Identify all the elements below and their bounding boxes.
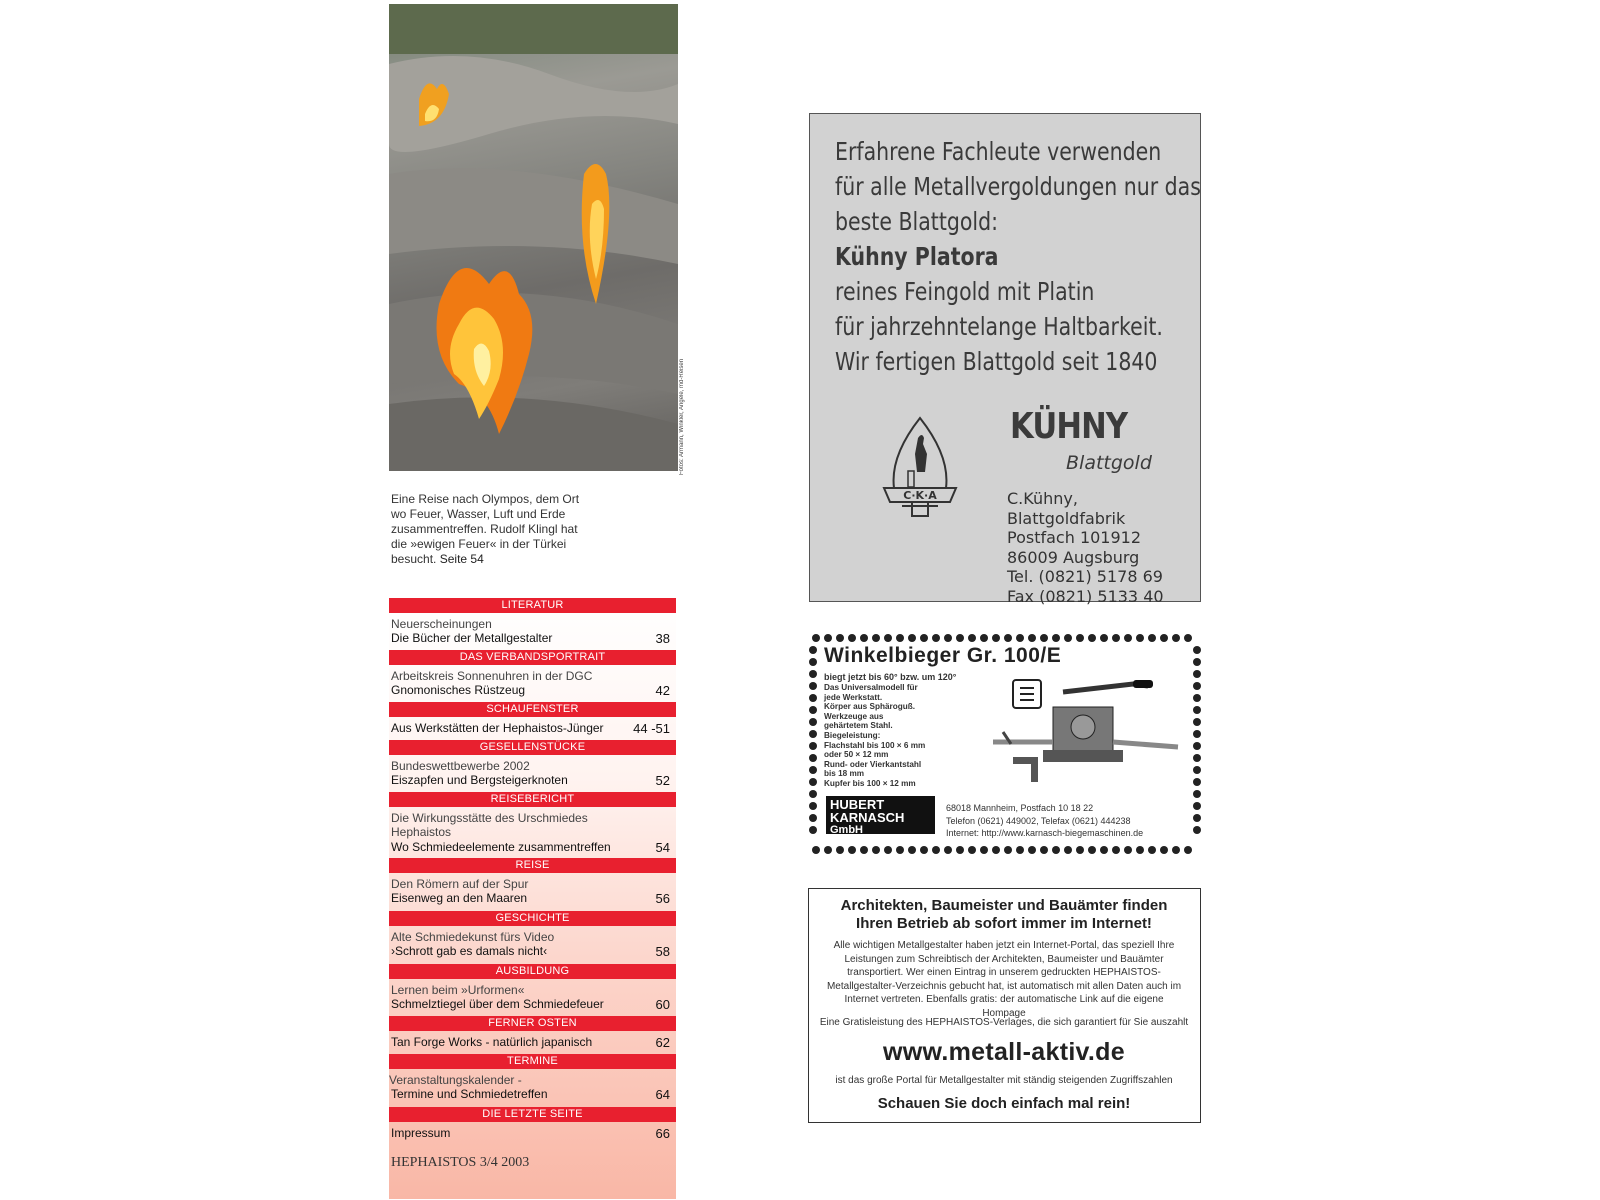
toc-section-header: GESELLENSTÜCKE: [389, 740, 676, 755]
toc-article[interactable]: Eisenweg an den Maaren: [391, 891, 528, 905]
desc-line: Körper aus Sphäroguß.: [824, 702, 915, 712]
toc-section-header: GESCHICHTE: [389, 911, 676, 926]
kuehny-headline: [835, 134, 1201, 379]
flames-photo: [389, 4, 678, 471]
portal-cta: Schauen Sie doch einfach mal rein!: [877, 1095, 1131, 1112]
table-of-contents: [389, 598, 676, 1199]
toc-section-header: LITERATUR: [389, 598, 676, 613]
toc-article[interactable]: Gnomonisches Rüstzeug: [391, 683, 526, 697]
desc-line: gehärtetem Stahl.: [824, 721, 893, 731]
headline-line: Ihren Betrieb ab sofort immer im Internet!: [856, 915, 1152, 932]
toc-section-header: REISE: [389, 858, 676, 873]
logo-line: KARNASCH: [830, 809, 905, 825]
toc-page-number: 52: [655, 773, 670, 788]
toc-subtitle: Neuerscheinungen: [391, 617, 492, 631]
kuehny-ad: [809, 113, 1201, 606]
desc-line: Das Universalmodell für: [824, 683, 918, 692]
toc-article[interactable]: Termine und Schmiedetreffen: [391, 1087, 548, 1101]
portal-headline: [809, 897, 1199, 933]
desc-line: Kupfer bis 100 × 12 mm: [824, 778, 916, 788]
desc-line: Rund- oder Vierkantstahl: [824, 759, 922, 769]
headline-line: Kühny Platora: [835, 242, 999, 271]
toc-page-number: 62: [655, 1035, 670, 1050]
toc-section-header: DAS VERBANDSPORTRAIT: [389, 650, 676, 665]
fax-number: Fax (0821) 5133 40: [1007, 586, 1164, 606]
toc-article[interactable]: Wo Schmiedeelemente zusammentreffen: [391, 840, 611, 854]
toc-article[interactable]: Schmelztiegel über dem Schmiedefeuer: [391, 997, 604, 1011]
address-line: C.Kühny, Blattgoldfabrik: [1007, 489, 1126, 528]
toc-subtitle: Die Wirkungsstätte des Urschmiedes Hephaistos: [391, 811, 588, 839]
desc-line: oder 50 × 12 mm: [824, 750, 889, 760]
karnasch-contact: [946, 802, 1143, 840]
product-description: [824, 683, 984, 789]
toc-subtitle: Den Römern auf der Spur: [391, 877, 529, 891]
toc-section-header: AUSBILDUNG: [389, 964, 676, 979]
toc-page-number: 60: [655, 997, 670, 1012]
toc-article[interactable]: Die Bücher der Metallgestalter: [391, 631, 553, 645]
headline-line: beste Blattgold:: [835, 207, 999, 236]
headline-line: für alle Metallvergoldungen nur das: [835, 172, 1201, 201]
product-tagline: biegt jetzt bis 60° bzw. um 120°: [824, 672, 957, 682]
toc-page-number: 54: [655, 840, 670, 855]
headline-line: für jahrzehntelange Haltbarkeit.: [835, 312, 1163, 341]
portal-note: ist das große Portal für Metallgestalter mit ständig steigenden Zugriffszahlen: [835, 1075, 1173, 1086]
product-title: Winkelbieger Gr. 100/E: [824, 644, 1062, 667]
toc-article[interactable]: Eiszapfen und Bergsteigerknoten: [391, 773, 568, 787]
portal-free-note: Eine Gratisleistung des HEPHAISTOS-Verlages, die sich garantiert für Sie auszahlt: [819, 1017, 1189, 1028]
desc-line: Biegeleistung:: [824, 730, 881, 740]
karnasch-logo: [826, 796, 935, 834]
desc-line: Werkzeuge aus: [824, 711, 884, 721]
cka-logo-icon: [880, 416, 960, 531]
flames-on-rocks-photo: [389, 4, 678, 471]
toc-section-header: FERNER OSTEN: [389, 1016, 676, 1031]
kuehny-address: [1007, 489, 1200, 606]
headline-line: reines Feingold mit Platin: [835, 277, 1095, 306]
caption-text: Eine Reise nach Olympos, dem Ort wo Feuer, Wasser, Luft und Erde zusammentreffen. Rudolf Klingl hat die »ewigen Feuer« in der Türkei besucht.: [391, 492, 580, 566]
toc-section-header: DIE LETZTE SEITE: [389, 1107, 676, 1122]
toc-subtitle: Alte Schmiedekunst fürs Video: [391, 930, 555, 944]
toc-section-header: SCHAUFENSTER: [389, 702, 676, 717]
toc-article[interactable]: Tan Forge Works - natürlich japanisch: [391, 1035, 593, 1049]
toc-page-number: 38: [655, 631, 670, 646]
toc-section-header: REISEBERICHT: [389, 792, 676, 807]
headline-line: Architekten, Baumeister und Bauämter finden: [840, 897, 1168, 914]
svg-text:C·K·A: C·K·A: [903, 489, 937, 502]
phone-number: Tel. (0821) 5178 69: [1007, 567, 1163, 586]
logo-line: GmbH: [830, 824, 863, 836]
contact-line: Telefon (0621) 449002, Telefax (0621) 444238: [946, 815, 1131, 826]
toc-subtitle: Veranstaltungskalender -: [389, 1073, 522, 1087]
metall-aktiv-ad: [808, 888, 1201, 1123]
toc-subtitle: Arbeitskreis Sonnenuhren in der DGC: [391, 669, 593, 683]
headline-line: Wir fertigen Blattgold seit 1840: [835, 347, 1158, 376]
photo-credit: Fotos: Armann, Winkler, Angele, md-Reisen: [679, 358, 685, 475]
toc-page-number: 44 -51: [633, 721, 670, 736]
karnasch-ad: [808, 630, 1202, 858]
kuehny-brand-sub: Blattgold: [1066, 452, 1152, 474]
toc-section-header: TERMINE: [389, 1054, 676, 1069]
toc-page-number: 56: [655, 891, 670, 906]
portal-url-link[interactable]: www.metall-aktiv.de: [883, 1038, 1125, 1066]
toc-page-number: 66: [655, 1126, 670, 1141]
headline-line: Erfahrene Fachleute verwenden: [835, 137, 1162, 166]
issue-footer: HEPHAISTOS 3/4 2003: [391, 1155, 530, 1170]
address-line: Postfach 101912: [1007, 528, 1142, 547]
toc-subtitle: Bundeswettbewerbe 2002: [391, 759, 530, 773]
photo-caption: [391, 492, 596, 567]
desc-line: bis 18 mm: [824, 769, 865, 779]
contact-line: 68018 Mannheim, Postfach 10 18 22: [946, 803, 1094, 813]
address-line: 86009 Augsburg: [1007, 547, 1140, 567]
website-link[interactable]: Internet: http://www.karnasch-biegemaschinen.de: [946, 828, 1144, 838]
desc-line: Flachstahl bis 100 × 6 mm: [824, 740, 926, 750]
kuehny-brand: KÜHNY: [1010, 406, 1128, 447]
toc-article[interactable]: Aus Werkstätten der Hephaistos-Jünger: [391, 721, 604, 735]
caption-page-ref: Seite 54: [439, 552, 484, 566]
toc-page-number: 64: [655, 1087, 670, 1102]
desc-line: jede Werkstatt.: [824, 692, 883, 702]
toc-article[interactable]: ›Schrott gab es damals nicht‹: [391, 944, 548, 958]
toc-article[interactable]: Impressum: [391, 1126, 451, 1140]
toc-subtitle: Lernen beim »Urformen«: [391, 983, 525, 997]
portal-body: Alle wichtigen Metallgestalter haben jetzt ein Internet-Portal, das speziell Ihre Leistungen zum Schreibtisch der Architekten, Baumeister und Bauämter transportiert. Wer einen Eintrag in unserem gedruckten HEPHAISTOS-Metallgestalter-Verzeichnis gebucht hat, ist automatisch mit allen Daten auch im Internet vertreten. Ebenfalls gratis: der automatische Link auf die eigene Hompage: [826, 940, 1182, 1019]
toc-page-number: 42: [655, 683, 670, 698]
toc-page-number: 58: [655, 944, 670, 959]
logo-line: HUBERT: [830, 797, 885, 812]
bending-machine-icon: [983, 672, 1183, 792]
